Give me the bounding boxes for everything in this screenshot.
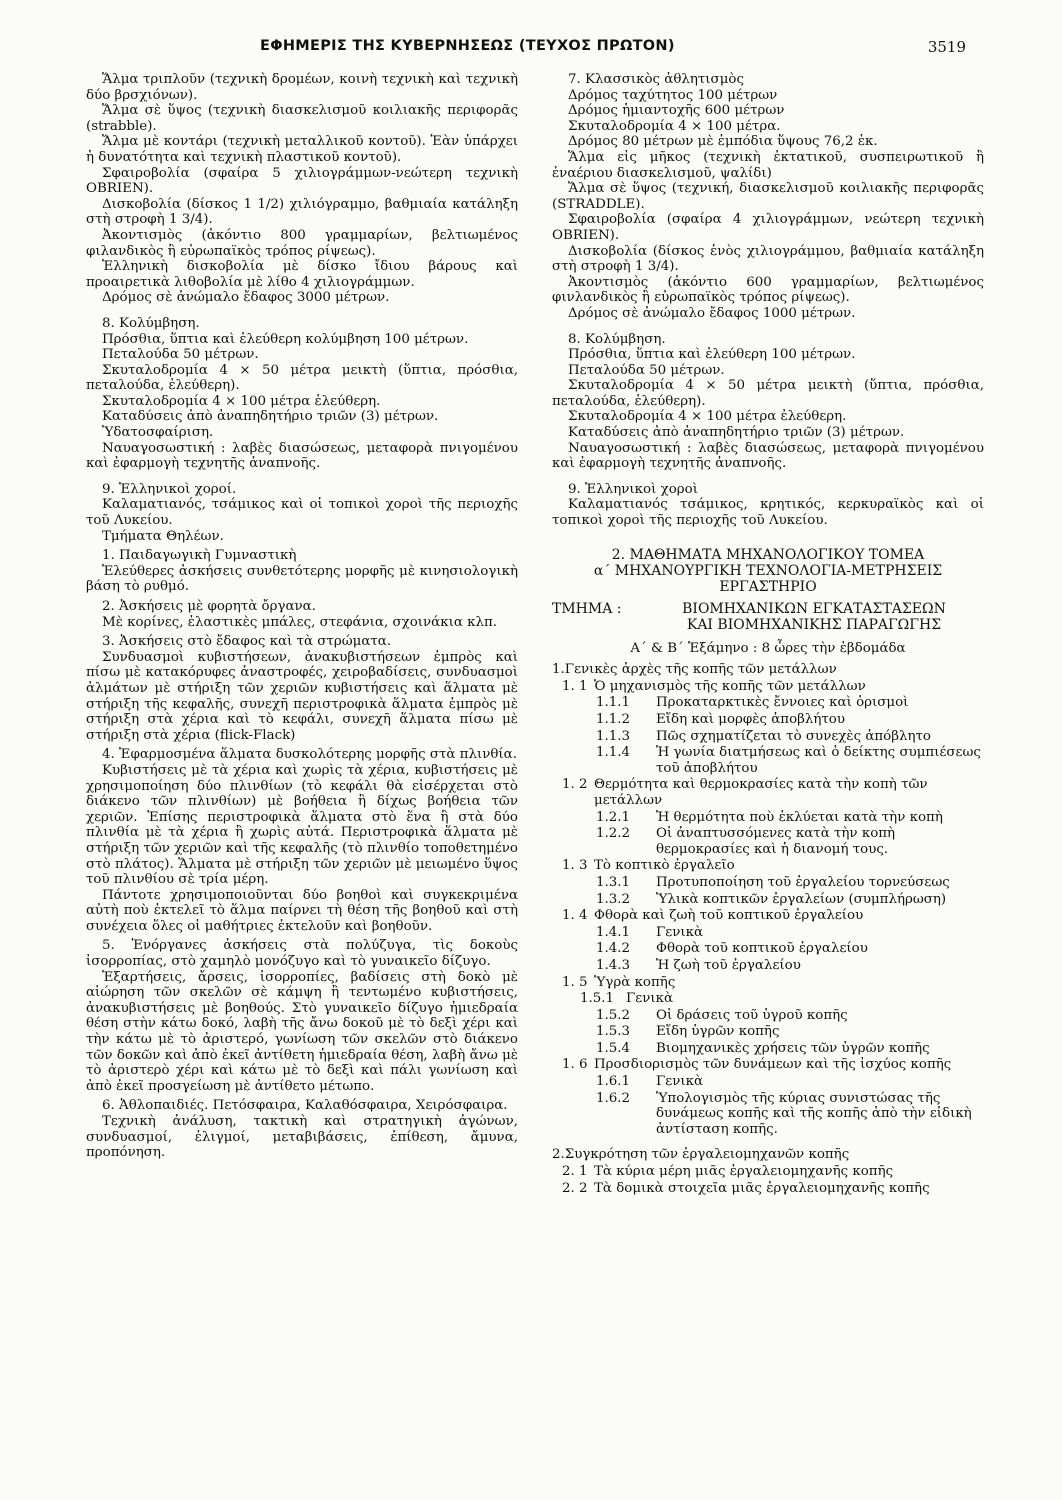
section-heading: 7. Κλασσικὸς ἀθλητισμὸς: [568, 72, 744, 87]
outline-item: [552, 662, 984, 678]
department-label: ΤΜΗΜΑ :: [552, 600, 622, 617]
paragraph: Δρόμος 80 μέτρων μὲ ἐμπόδια ὕψους 76,2 ἑκ.: [568, 134, 878, 150]
outline-number: 1.3.2: [596, 891, 631, 907]
outline-item: [552, 1024, 984, 1040]
paragraph: Δισκοβολία (δίσκος ἑνὸς χιλιογράμμου, βαθμιαία κατάληξη στὴ στροφὴ 1 3/4).: [552, 243, 984, 275]
outline-number: 1.5.2: [596, 1007, 631, 1023]
outline-number: 1.1.4: [596, 745, 631, 761]
paragraph: Συνδυασμοὶ κυβιστήσεων, ἀνακυβιστήσεων ἐμπρὸς καὶ πίσω μὲ κατακόρυφες ἀναστροφές, χειροβαδίσεις, συνδυασμοὶ ἁλμάτων μὲ στήριξη τῶν χεριῶν κυβιστήσεις καὶ ἅλματα μὲ στήριξη τῆς κεφαλῆς, συνεχῆ περιστροφικὰ ἅλματα ἐμπρὸς μὲ στήριξη στὰ χέρια καὶ τὸ κεφάλι, συνεχῆ ἅλματα πίσω μὲ στήριξη στὰ χέρια (flick-Flack): [86, 649, 518, 743]
paragraph: Τεχνικὴ ἀνάλυση, τακτικὴ καὶ στρατηγικὴ ἀγώνων, συνδυασμοί, ἐλιγμοί, μεταβιβάσεις, ἐπίθεση, ἄμυνα, προπόνηση.: [86, 1114, 518, 1161]
section-heading: 8. Κολύμβηση.: [568, 331, 666, 347]
paragraph: Καλαματιανός, τσάμικος καὶ οἱ τοπικοὶ χοροὶ τῆς περιοχῆς τοῦ Λυκείου.: [86, 497, 518, 529]
paragraph: Σκυταλοδρομία 4 × 100 μέτρα ἐλεύθερη.: [102, 393, 381, 409]
syllabus-outline: [552, 662, 984, 1196]
paragraph: Σφαιροβολία (σφαίρα 4 χιλιογράμμων, νεώτερη τεχνικὴ OBRIEN).: [552, 212, 984, 243]
outline-number: 1.4.3: [596, 957, 631, 973]
outline-number: 1.: [552, 662, 565, 678]
subsection-heading: 3. Ἀσκήσεις στὸ ἔδαφος καὶ τὰ στρώματα.: [102, 634, 392, 650]
paragraph: Μὲ κορίνες, ἐλαστικὲς μπάλες, στεφάνια, σχοινάκια κλπ.: [102, 614, 498, 630]
page-number: 3519: [927, 38, 966, 56]
outline-item: [552, 1164, 984, 1180]
department: [552, 601, 984, 633]
paragraph: Πάντοτε χρησιμοποιοῦνται δύο βοηθοὶ καὶ συγκεκριμένα αὐτὴ ποὺ ἐκτελεῖ τὸ ἅλμα παίρνει τὴ θέση τῆς βοηθοῦ καὶ στὴ συνέχεια ὅλες οἱ μαθήτριες ἐκτελοῦν καὶ βοηθοῦν.: [86, 887, 518, 934]
outline-number: 1.4.2: [596, 941, 631, 957]
paragraph: Δρόμος ἡμιαντοχῆς 600 μέτρων: [568, 103, 785, 119]
section-heading: 9. Ἑλληνικοὶ χοροί.: [102, 481, 237, 497]
outline-number: 1. 3: [562, 858, 588, 874]
outline-item: [552, 975, 984, 991]
outline-item: [552, 1008, 984, 1024]
outline-item: [552, 810, 984, 826]
outline-item: [552, 729, 984, 745]
subsection-heading: 1. Παιδαγωγικὴ Γυμναστικὴ: [102, 548, 297, 564]
outline-text: Εἴδη καὶ μορφὲς ἀποβλήτου: [656, 712, 846, 727]
outline-number: 1.5.1: [580, 991, 615, 1007]
outline-number: 1. 6: [562, 1057, 588, 1073]
outline-text: Γενικὰ: [656, 924, 704, 940]
outline-text: Προκαταρκτικὲς ἔννοιες καὶ ὁρισμοὶ: [656, 695, 909, 711]
paragraph: Ἅλμα σὲ ὕψος (τεχνική, διασκελισμοῦ κοιλιακῆς περιφορᾶς (STRADDLE).: [552, 181, 984, 212]
section-heading: 8. Κολύμβηση.: [102, 315, 200, 331]
outline-item: [552, 892, 984, 908]
outline-item: [552, 1091, 984, 1138]
outline-text: Ὑγρὰ κοπῆς: [594, 974, 676, 990]
outline-text: Ἡ θερμότητα ποὺ ἐκλύεται κατὰ τὴν κοπὴ: [656, 809, 943, 825]
paragraph: Σκυταλοδρομία 4 × 100 μέτρα ἐλεύθερη.: [568, 409, 847, 425]
outline-text: Συγκρότηση τῶν ἐργαλειομηχανῶν κοπῆς: [564, 1147, 850, 1163]
paragraph: Κυβιστήσεις μὲ τὰ χέρια καὶ χωρὶς τὰ χέρια, κυβιστήσεις μὲ χρησιμοποίηση δύο πλινθίων (τὸ κεφάλι θὰ εἰσέρχεται στὸ διάκενο τῶν πλινθίων) μὲ βοήθεια ἢ δίχως βοήθεια τῶν χεριῶν. Ἐπίσης περιστροφικὰ ἅλματα στὸ ἕνα ἢ στὰ δύο πλινθία μὲ τὰ χέρια ἢ χωρὶς αὐτά. Περιστροφικὰ ἅλματα μὲ στήριξη τῶν χεριῶν καὶ τῆς κεφαλῆς (τὸ πλινθίο τοποθετημένο στὸ πλάτος). Ἅλματα μὲ στήριξη τῶν χεριῶν μὲ μειωμένο ὕψος τοῦ πλινθίου σὲ τρία μέρη.: [86, 762, 518, 888]
outline-text: Φθορὰ καὶ ζωὴ τοῦ κοπτικοῦ ἐργαλείου: [594, 908, 864, 924]
section-heading: 9. Ἑλληνικοὶ χοροὶ: [568, 481, 698, 497]
paragraph: Ἀκοντισμὸς (ἀκόντιο 800 γραμμαρίων, βελτιωμένος φιλανδικὸς ἢ εὐρωπαϊκὸς τρόπος ρίψεως).: [86, 227, 518, 259]
outline-text: Πῶς σχηματίζεται τὸ συνεχὲς ἀπόβλητο: [656, 728, 931, 744]
outline-item: [552, 695, 984, 711]
outline-item: [552, 908, 984, 924]
paragraph: Σκυταλοδρομία 4 × 100 μέτρα.: [568, 118, 781, 134]
outline-number: 1.4.1: [596, 924, 631, 940]
paragraph: Ἀκοντισμὸς (ἀκόντιο 600 γραμμαρίων, βελτιωμένος φινλανδικὸς ἢ εὐρωπαϊκὸς τρόπος ρίψεως).: [552, 274, 984, 306]
outline-item: [552, 991, 984, 1007]
subsection-heading: 2. Ἀσκήσεις μὲ φορητὰ ὄργανα.: [102, 599, 316, 614]
department-line: ΚΑΙ ΒΙΟΜΗΧΑΝΙΚΗΣ ΠΑΡΑΓΩΓΗΣ: [686, 616, 942, 633]
outline-number: 2. 2: [562, 1180, 588, 1196]
outline-text: Βιομηχανικὲς χρήσεις τῶν ὑγρῶν κοπῆς: [656, 1040, 930, 1056]
department-line: ΒΙΟΜΗΧΑΝΙΚΩΝ ΕΓΚΑΤΑΣΤΑΣΕΩΝ: [682, 600, 946, 617]
subsection-heading: 5. Ἐνόργανες ἀσκήσεις στὰ πολύζυγα, τὶς δοκοὺς ἰσορροπίας, στὸ χαμηλὸ μονόζυγο καὶ τὸ γυναικεῖο δίζυγο.: [86, 938, 518, 970]
paragraph: Καλαματιανός τσάμικος, κρητικός, κερκυραϊκὸς καὶ οἱ τοπικοὶ χοροὶ τῆς περιοχῆς τοῦ Λυκείου.: [552, 497, 984, 529]
outline-number: 1.1.1: [596, 695, 631, 711]
outline-text: Γενικὲς ἀρχὲς τῆς κοπῆς τῶν μετάλλων: [564, 662, 837, 678]
outline-text: Τὰ δομικὰ στοιχεῖα μιᾶς ἐργαλειομηχανῆς κοπῆς: [594, 1180, 930, 1196]
outline-number: 1.2.2: [596, 826, 631, 842]
paragraph: Ναυαγοσωστική : λαβὲς διασώσεως, μεταφορὰ πνιγομένου καὶ ἐφαρμογὴ τεχνητῆς ἀναπνοῆς.: [552, 440, 984, 472]
outline-item: [552, 858, 984, 874]
outline-item: [552, 1041, 984, 1057]
outline-item: [552, 1057, 984, 1073]
outline-number: 2. 1: [562, 1164, 588, 1180]
paragraph: Πρόσθια, ὕπτια καὶ ἐλεύθερη 100 μέτρων.: [568, 347, 856, 363]
paragraph: Πεταλούδα 50 μέτρων.: [102, 347, 259, 363]
outline-text: Γενικὰ: [656, 1074, 704, 1090]
left-column: [86, 72, 518, 1161]
course-title: [552, 547, 984, 595]
paragraph: Δρόμος ταχύτητος 100 μέτρων: [568, 87, 778, 103]
outline-number: 1.1.2: [596, 712, 631, 727]
outline-number: 1. 5: [562, 974, 588, 990]
paragraph: Ἅλμα σὲ ὕψος (τεχνικὴ διασκελισμοῦ κοιλιακῆς περιφορᾶς (strabble).: [86, 103, 518, 134]
department-name: [644, 601, 984, 633]
paragraph: Πρόσθια, ὕπτια καὶ ἐλεύθερη κολύμβηση 100 μέτρων.: [102, 331, 469, 347]
outline-number: 1.5.3: [596, 1024, 631, 1040]
right-column: [552, 72, 984, 1197]
paragraph: Ἑλληνικὴ δισκοβολία μὲ δίσκο ἴδιου βάρους καὶ προαιρετικὰ λιθοβολία μὲ λίθο 4 χιλιογράμμων.: [86, 259, 518, 290]
outline-number: 1. 4: [562, 908, 588, 924]
paragraph: Σκυταλοδρομία 4 × 50 μέτρα μεικτὴ (ὕπτια, πρόσθια, πεταλούδα, ἐλεύθερη).: [552, 378, 984, 409]
subsection-heading: 6. Ἀθλοπαιδιές. Πετόσφαιρα, Καλαθόσφαιρα, Χειρόσφαιρα.: [102, 1098, 508, 1114]
outline-text: Ὑπολογισμὸς τῆς κύριας συνιστώσας τῆς δυνάμεως κοπῆς καὶ τῆς κοπῆς ἀπὸ τὴν εἰδικὴ ἀντίσταση κοπῆς.: [656, 1090, 972, 1137]
paragraph: Ὑδατοσφαίριση.: [102, 425, 214, 441]
paragraph: Δρόμος σὲ ἀνώμαλο ἔδαφος 1000 μέτρων.: [568, 305, 856, 321]
outline-number: 1.3.1: [596, 874, 631, 890]
outline-text: Εἴδη ὑγρῶν κοπῆς: [656, 1024, 780, 1040]
outline-item: [552, 826, 984, 857]
paragraph: Ἅλμα εἰς μῆκος (τεχνικὴ ἐκτατικοῦ, συσπειρωτικοῦ ἢ ἐναέριου διασκελισμοῦ, ψαλίδι): [552, 149, 984, 181]
paragraph: Σκυταλοδρομία 4 × 50 μέτρα μεικτὴ (ὕπτια, πρόσθια, πεταλούδα, ἐλεύθερη).: [86, 362, 518, 394]
outline-number: 1.6.1: [596, 1074, 631, 1090]
outline-item: [552, 679, 984, 695]
outline-text: Οἱ ἀναπτυσσόμενες κατὰ τὴν κοπὴ θερμοκρασίες καὶ ἡ διανομή τους.: [656, 826, 896, 857]
outline-item: [552, 1181, 984, 1197]
paragraph: Καταδύσεις ἀπὸ ἀναπηδητήριο τριῶν (3) μέτρων.: [568, 425, 905, 441]
outline-text: Γενικὰ: [626, 991, 674, 1007]
outline-text: Προσδιορισμὸς τῶν δυνάμεων καὶ τῆς ἰσχύος κοπῆς: [594, 1057, 952, 1073]
outline-number: 1.2.1: [596, 809, 631, 825]
outline-text: Τὰ κύρια μέρη μιᾶς ἐργαλειομηχανῆς κοπῆς: [594, 1164, 894, 1180]
outline-item: [552, 875, 984, 891]
outline-item: [552, 712, 984, 728]
outline-text: Ἡ γωνία διατμήσεως καὶ ὁ δείκτης συμπιέσεως τοῦ ἀποβλήτου: [656, 745, 981, 776]
course-title-line: ΕΡΓΑΣΤΗΡΙΟ: [719, 578, 817, 595]
outline-item: [552, 777, 984, 808]
running-head: ΕΦΗΜΕΡΙΣ ΤΗΣ ΚΥΒΕΡΝΗΣΕΩΣ (ΤΕΥΧΟΣ ΠΡΩΤΟΝ): [260, 38, 675, 54]
outline-text: Ἡ ζωὴ τοῦ ἐργαλείου: [656, 957, 801, 973]
schedule: Α΄ & Β΄ Ἑξάμηνο : 8 ὧρες τὴν ἑβδομάδα: [630, 640, 906, 656]
subsection-heading: 4. Ἐφαρμοσμένα ἅλματα δυσκολότερης μορφῆς στὰ πλινθία.: [102, 747, 517, 763]
outline-item: [552, 745, 984, 776]
outline-number: 1.5.4: [596, 1040, 631, 1056]
outline-number: 1.1.3: [596, 728, 631, 744]
outline-text: Ὁ μηχανισμὸς τῆς κοπῆς τῶν μετάλλων: [594, 678, 866, 694]
paragraph: Ἅλμα μὲ κοντάρι (τεχνικὴ μεταλλικοῦ κοντοῦ). Ἐὰν ὑπάρχει ἡ δυνατότητα καὶ τεχνικὴ πλαστικοῦ κοντοῦ).: [86, 134, 518, 165]
paragraph: Σφαιροβολία (σφαίρα 5 χιλιογράμμων-νεώτερη τεχνικὴ OBRIEN).: [86, 165, 518, 197]
outline-item: [552, 1074, 984, 1090]
course-title-line: 2. ΜΑΘΗΜΑΤΑ ΜΗΧΑΝΟΛΟΓΙΚΟΥ ΤΟΜΕΑ: [611, 546, 925, 563]
outline-item: [552, 925, 984, 941]
paragraph: Πεταλούδα 50 μέτρων.: [568, 362, 725, 378]
outline-text: Ὑλικὰ κοπτικῶν ἐργαλείων (συμπλήρωση): [656, 891, 947, 907]
outline-text: Προτυποποίηση τοῦ ἐργαλείου τορνεύσεως: [656, 874, 950, 890]
paragraph: Ἅλμα τριπλοῦν (τεχνικὴ δρομέων, κοινὴ τεχνικὴ καὶ τεχνικὴ δύο βρσχιόνων).: [86, 72, 518, 103]
outline-text: Φθορὰ τοῦ κοπτικοῦ ἐργαλείου: [656, 941, 868, 957]
outline-number: 1. 1: [562, 678, 588, 694]
outline-number: 1.6.2: [596, 1090, 631, 1106]
outline-text: Τὸ κοπτικὸ ἐργαλεῖο: [594, 858, 735, 874]
paragraph: Δισκοβολία (δίσκος 1 1/2) χιλιόγραμμο, βαθμιαία κατάληξη στὴ στροφὴ 1 3/4).: [86, 196, 518, 228]
paragraph: Ναυαγοσωστική : λαβὲς διασώσεως, μεταφορὰ πνιγομένου καὶ ἐφαρμογὴ τεχνητῆς ἀναπνοῆς.: [86, 440, 518, 472]
paragraph: Ἐλεύθερες ἀσκήσεις συνθετότερης μορφῆς μὲ κινησιολογικὴ βάση τὸ ρυθμό.: [86, 563, 518, 595]
outline-item: [552, 958, 984, 974]
outline-number: 2.: [552, 1147, 565, 1163]
paragraph: Καταδύσεις ἀπὸ ἀναπηδητήριο τριῶν (3) μέτρων.: [102, 409, 439, 425]
paragraph: Δρόμος σὲ ἀνώμαλο ἔδαφος 3000 μέτρων.: [102, 290, 390, 306]
paragraph: Ἐξαρτήσεις, ἄρσεις, ἰσορροπίες, βαδίσεις στὴ δοκὸ μὲ αἰώρηση τῶν σκελῶν σὲ κάμψη ἢ τεντωμένο κυβιστήσεις, ἀνακυβιστήσεις μὲ βοηθούς. Στὸ γυναικεῖο δίζυγο ἡμιεδραία θέση στὴν κάτω δοκό, λαβὴ τῆς ἄνω δοκοῦ μὲ τὸ δεξὶ χέρι καὶ τὴν κάτω μὲ τὸ ἀριστερό, γωνίωση τῶν σκελῶν στὸ διάκενο τῶν δοκῶν καὶ ἀπὸ ἐκεῖ ἀντίθετη ἡμιεδραία θέση, λαβὴ ἄνω μὲ τὸ ἀριστερὸ χέρι καὶ κάτω μὲ τὸ δεξὶ καὶ πάλι γωνίωση καὶ ἀπὸ ἐκεῖ προσγείωση μὲ ἀντίθετο μέτωπο.: [86, 969, 518, 1094]
outline-text: Οἱ δράσεις τοῦ ὑγροῦ κοπῆς: [656, 1007, 848, 1023]
course-title-line: α΄ ΜΗΧΑΝΟΥΡΓΙΚΗ ΤΕΧΝΟΛΟΓΙΑ-ΜΕΤΡΗΣΕΙΣ: [593, 562, 943, 579]
outline-number: 1. 2: [562, 777, 588, 793]
outline-text: Θερμότητα καὶ θερμοκρασίες κατὰ τὴν κοπὴ τῶν μετάλλων: [594, 777, 928, 808]
paragraph: Τμήματα Θηλέων.: [102, 528, 224, 544]
outline-item: [552, 941, 984, 957]
outline-item: [552, 1147, 984, 1163]
